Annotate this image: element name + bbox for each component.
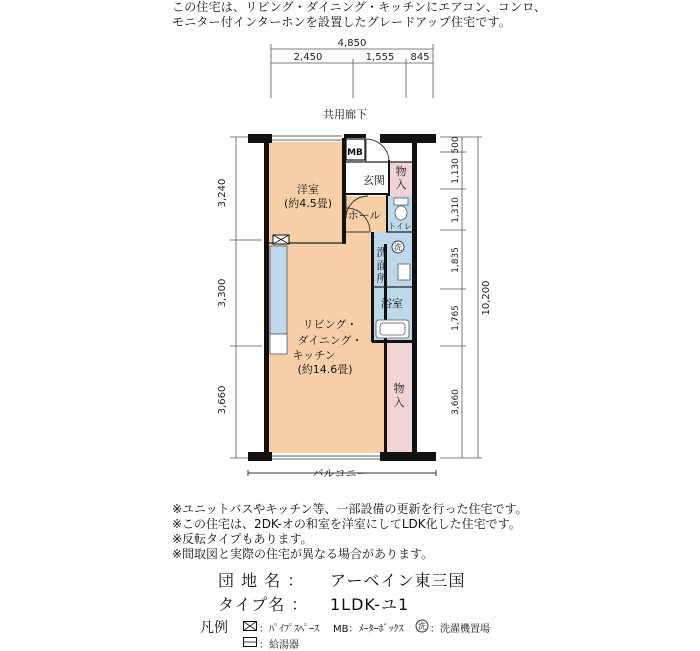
type-value: 1LDK-ユ1 bbox=[330, 595, 410, 614]
pipe-space-icon bbox=[273, 235, 289, 244]
right-dimensions bbox=[440, 137, 482, 458]
western-room-size: (約4.5畳) bbox=[283, 197, 333, 210]
dim-right-1: 500 bbox=[451, 136, 461, 154]
note-3: ※反転タイプもあります。 bbox=[172, 532, 313, 546]
bathtub-icon bbox=[376, 320, 409, 338]
ldk-label-1: リビング・ bbox=[302, 318, 358, 331]
complex-value: アーベイン東三国 bbox=[330, 571, 466, 590]
legend-water-heater: ：給湯器 bbox=[259, 640, 299, 651]
washroom-label-3: 所 bbox=[376, 272, 388, 285]
washer-symbol: 洗 bbox=[394, 243, 402, 252]
dim-right-3: 1,310 bbox=[451, 197, 461, 223]
dim-left-1: 3,240 bbox=[217, 178, 228, 208]
toilet-icon bbox=[394, 198, 408, 220]
storage-bottom-label-2: 入 bbox=[393, 396, 405, 409]
balcony-label: バルコニー bbox=[312, 467, 368, 480]
intro-line-1: この住宅は、リビング・ダイニング・キッチンにエアコン、コンロ、 bbox=[172, 0, 547, 14]
dim-right-5: 1,765 bbox=[451, 305, 461, 331]
washroom-label-1: 洗 bbox=[376, 246, 388, 259]
dim-right-2: 1,130 bbox=[451, 158, 461, 184]
dim-total-depth: 10,200 bbox=[481, 280, 492, 316]
toilet-label: トイレ bbox=[388, 222, 412, 231]
dim-right-6: 3,660 bbox=[451, 389, 461, 415]
hall-label: ホール bbox=[347, 209, 381, 222]
legend-washer-icon bbox=[415, 619, 429, 633]
entrance-label: 玄関 bbox=[363, 174, 385, 187]
legend-water-heater-icon bbox=[243, 637, 257, 647]
storage-top-label-1: 物 bbox=[395, 165, 407, 178]
dim-total-width: 4,850 bbox=[337, 38, 367, 49]
note-2: ※この住宅は、2DK-オの和室を洋室にしてLDK化した住宅です。 bbox=[172, 517, 521, 531]
type-label: タイプ名 ： bbox=[218, 595, 309, 614]
wash-basin bbox=[398, 264, 410, 280]
note-4: ※間取図と実際の住宅が異なる場合があります。 bbox=[172, 547, 434, 561]
dim-top-2: 1,555 bbox=[365, 52, 395, 63]
kitchen-counter-lower bbox=[270, 334, 287, 354]
hall-fill-lower bbox=[346, 232, 374, 282]
storage-bottom-label-1: 物 bbox=[393, 382, 405, 395]
washroom-label-2: 面 bbox=[376, 259, 388, 272]
dim-top-3: 845 bbox=[410, 52, 430, 63]
legend-pipe-space: ：ﾊﾟｲﾌﾟｽﾍﾟｰｽ bbox=[259, 624, 319, 635]
mb-label: MB bbox=[347, 148, 363, 158]
intro-line-2: モニター付インターホンを設置したグレードアップ住宅です。 bbox=[172, 15, 511, 29]
kitchen-counter bbox=[270, 246, 287, 334]
corridor-label: 共用廊下 bbox=[323, 108, 367, 121]
legend-pipe-icon bbox=[243, 621, 257, 631]
legend-washer-symbol: 洗 bbox=[418, 622, 426, 631]
ldk-size: (約14.6畳) bbox=[297, 363, 353, 376]
bath-label: 浴室 bbox=[381, 297, 403, 310]
dim-left-3: 3,660 bbox=[217, 385, 228, 415]
left-dimensions bbox=[230, 137, 262, 458]
legend-washer-space: ：洗濯機置場 bbox=[430, 624, 490, 635]
legend-meter-box: MB：ﾒｰﾀｰﾎﾞｯｸｽ bbox=[333, 624, 404, 635]
western-room-label: 洋室 bbox=[297, 183, 319, 196]
dim-top-1: 2,450 bbox=[293, 52, 323, 63]
storage-top-label-2: 入 bbox=[395, 178, 407, 191]
dim-left-2: 3,300 bbox=[217, 278, 228, 308]
ldk-label-2: ダイニング・ bbox=[297, 334, 363, 347]
note-1: ※ユニットバスやキッチン等、一部設備の更新を行った住宅です。 bbox=[172, 502, 528, 516]
washer-icon bbox=[392, 241, 404, 253]
complex-label: 団 地 名 ： bbox=[218, 571, 305, 590]
ldk-label-3: キッチン bbox=[292, 349, 336, 362]
dim-right-4: 1,835 bbox=[451, 247, 461, 273]
legend-title: 凡例 bbox=[200, 620, 228, 636]
